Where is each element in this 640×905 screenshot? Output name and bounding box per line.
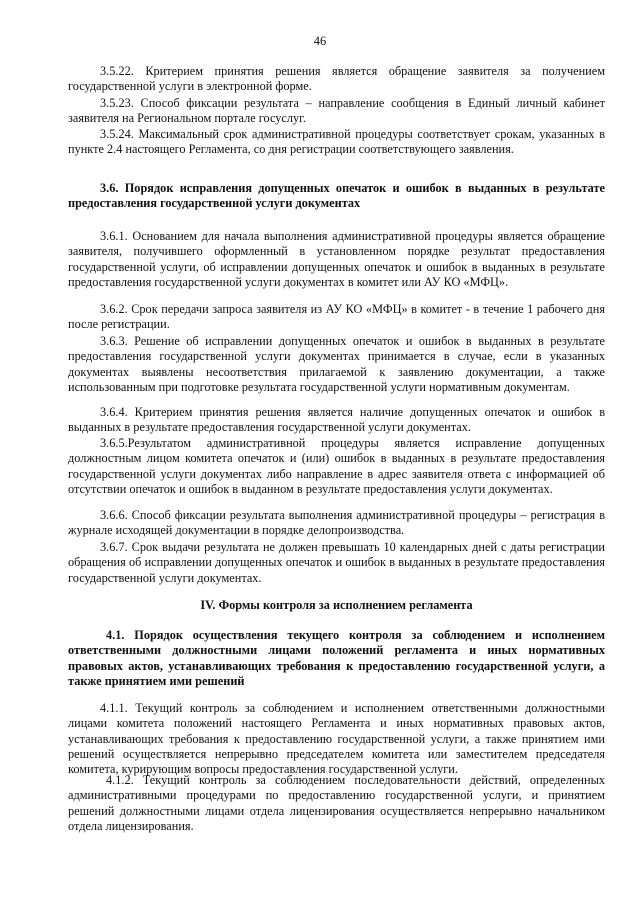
paragraph-3-6-3: 3.6.3. Решение об исправлении допущенных опечаток и ошибок в выданных в результате предоставления государственной услуги документах принимается в случае, если в указанных документах выявлены несоответствия прилагаемой к заявлению документации, а также использованным при подготовке результата государственной услуги нормативным документам.: [68, 334, 605, 394]
paragraph-3-6-1: 3.6.1. Основанием для начала выполнения административной процедуры является обращение заявителя, получившего оформленный в установленном порядке результат предоставления государственной услуги, об исправлении допущенных опечаток и ошибок в выданных в результате предоставления государственной услуги документах в комитет или АУ КО «МФЦ».: [68, 229, 605, 289]
paragraph-3-5-23: 3.5.23. Способ фиксации результата – направление сообщения в Единый личный кабинет заявителя на Региональном портале госуслуг.: [68, 96, 605, 126]
paragraph-3-6-7: 3.6.7. Срок выдачи результата не должен превышать 10 календарных дней с даты регистрации обращения об исправлении допущенных опечаток и ошибок в выданных в результате предоставления государственной услуги документах.: [68, 540, 605, 585]
paragraph-3-6-5: 3.6.5.Результатом административной процедуры является исправление допущенных должностным лицом комитета опечаток и (или) ошибок в выданных в результате предоставления государственной услуги документах либо направление в адрес заявителя ответа с информацией об отсутствии опечаток и ошибок в выданном в результате предоставления услуги документах.: [68, 436, 605, 496]
section-heading-3-6: 3.6. Порядок исправления допущенных опечаток и ошибок в выданных в результате предоставления государственной услуги документах: [68, 181, 605, 211]
paragraph-3-6-4: 3.6.4. Критерием принятия решения является наличие допущенных опечаток и ошибок в выданных в результате предоставления государственной услуги документах.: [68, 405, 605, 435]
paragraph-4-1-2: 4.1.2. Текущий контроль за соблюдением последовательности действий, определенных административными процедурами по предоставлению государственной услуги, и принятием решений должностными лицами отдела лицензирования осуществляется непрерывно начальником отдела лицензирования.: [68, 773, 605, 833]
paragraph-3-5-24: 3.5.24. Максимальный срок административной процедуры соответствует срокам, указанных в пункте 2.4 настоящего Регламента, со дня регистрации соответствующего заявления.: [68, 127, 605, 157]
section-heading-4-1: 4.1. Порядок осуществления текущего контроля за соблюдением и исполнением ответственными должностными лицами положений регламента и иных нормативных правовых актов, устанавливающих требования к предоставлению государственной услуги, а также принятием ими решений: [68, 628, 605, 688]
paragraph-3-6-2: 3.6.2. Срок передачи запроса заявителя из АУ КО «МФЦ» в комитет - в течение 1 рабочего дня после регистрации.: [68, 302, 605, 332]
chapter-heading-iv: IV. Формы контроля за исполнением регламента: [200, 598, 473, 612]
paragraph-4-1-1: 4.1.1. Текущий контроль за соблюдением и исполнением ответственными должностными лицами комитета положений настоящего Регламента и иных нормативных правовых актов, устанавливающих требования к предоставлению государственной услуги, а также принятием ими решений осуществляется непрерывно председателем комитета или заместителем председателя комитета, курирующим вопросы предоставления государственной услуги.: [68, 701, 605, 777]
paragraph-3-6-6: 3.6.6. Способ фиксации результата выполнения административной процедуры – регистрация в журнале исходящей документации в порядке делопроизводства.: [68, 508, 605, 538]
paragraph-3-5-22: 3.5.22. Критерием принятия решения является обращение заявителя за получением государственной услуги в электронной форме.: [68, 64, 605, 94]
page-number: 46: [313, 34, 327, 48]
